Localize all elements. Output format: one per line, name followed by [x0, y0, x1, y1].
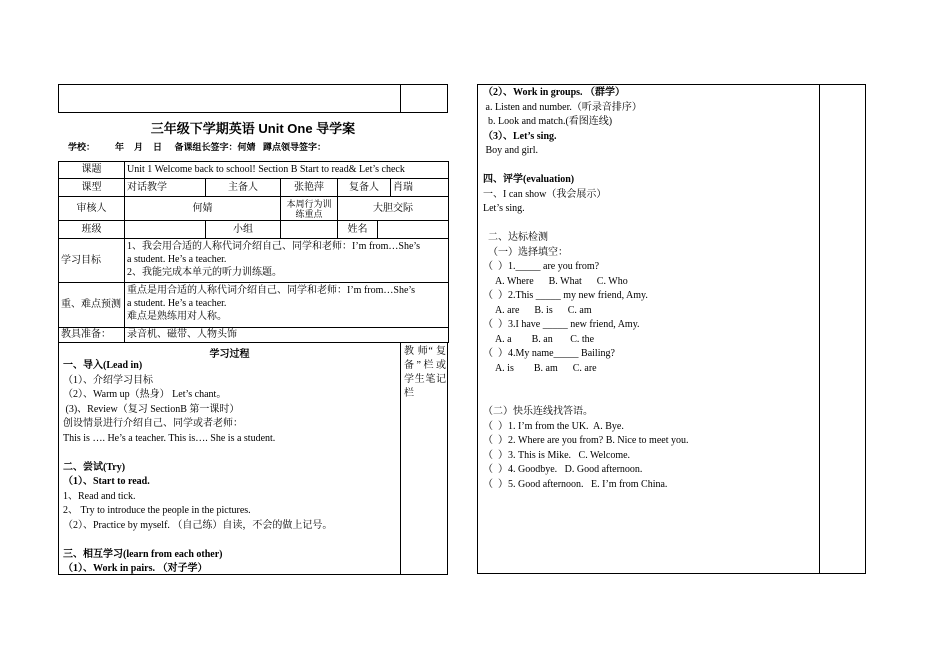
repreparer-value: 肖瑞 — [391, 179, 449, 197]
process-line: 1、Read and tick. — [63, 490, 136, 502]
process-line: （1）、介绍学习目标 — [63, 374, 153, 386]
tools-value: 录音机、磁带、人物头饰 — [125, 328, 449, 343]
process-box — [58, 343, 448, 575]
preparer-value: 张艳萍 — [281, 179, 338, 197]
topic-label: 课题 — [59, 162, 125, 179]
right-line: b. Look and match.(看图连线) — [483, 116, 613, 127]
header-blank-divider — [400, 85, 401, 112]
process-line: 二、尝试(Try) — [63, 461, 126, 473]
name-label: 姓名 — [338, 221, 378, 239]
class-label: 班级 — [59, 221, 125, 239]
meta-line: 学校： 年 月 日 备课组长签字：何婧 蹲点领导签字： — [68, 142, 327, 152]
weekly-focus-label: 本周行为训练重点 — [281, 197, 338, 221]
process-line: 一、导入(Lead in) — [63, 360, 143, 371]
goals-line-3: 2、我能完成本单元的听力训练题。 — [127, 267, 282, 278]
right-line: （ ）5. Good afternoon. E. I’m from China. — [483, 478, 668, 490]
key-line-2: a student. He’s a teacher. — [127, 298, 227, 309]
right-line: 二、达标检测 — [483, 232, 548, 243]
key-line-3: 难点是熟练用对人称。 — [127, 311, 227, 322]
key-line-1: 重点是用合适的人称代词介绍自己、同学和老师：I’m from…She’s — [127, 285, 416, 296]
goals-text — [125, 239, 449, 283]
row-key-points — [59, 283, 449, 328]
right-line: A. Where B. What C. Who — [483, 275, 628, 287]
right-line: A. a B. an C. the — [483, 333, 595, 345]
reviewer-label: 审核人 — [59, 197, 125, 221]
right-line: （二）快乐连线找答语。 — [483, 406, 593, 417]
reviewer-value: 何婧 — [125, 197, 281, 221]
right-line: （ ）3. This is Mike. C. Welcome. — [483, 449, 631, 461]
process-line: （2）、Warm up（热身） Let’s chant。 — [63, 389, 227, 400]
group-value — [281, 221, 338, 239]
process-line: （1）、Work in pairs. （对子学） — [63, 563, 208, 574]
process-line: This is …. He’s a teacher. This is…. She is a student. — [63, 432, 276, 444]
process-content — [63, 359, 399, 574]
key-points-text — [125, 283, 449, 328]
right-line: （ ）1._____ are you from? — [483, 261, 600, 272]
info-table — [58, 161, 449, 343]
name-value — [378, 221, 449, 239]
process-line: （1）、Start to read. — [63, 476, 150, 487]
topic-value: Unit 1 Welcome back to school! Section B Start to read& Let’s check — [125, 162, 449, 179]
right-line: （ ）4.My name_____ Bailing? — [483, 348, 615, 359]
goals-line-1: 1、我会用合适的人称代词介绍自己、同学和老师：I’m from…She’s — [127, 241, 421, 252]
process-line: 三、相互学习(learn from each other) — [63, 548, 223, 560]
page-title: 三年级下学期英语 Unit One 导学案 — [150, 121, 356, 136]
right-line: （2）、Work in groups. （群学） — [483, 87, 626, 98]
right-line: （ ）4. Goodbye. D. Good afternoon. — [483, 464, 643, 475]
preparer-label: 主备人 — [206, 179, 281, 197]
right-content — [483, 86, 817, 572]
right-divider — [819, 85, 820, 573]
right-line: （3）、Let’s sing. — [483, 130, 557, 142]
row-reviewer — [59, 197, 449, 221]
right-line: （ ）3.I have _____ new friend, Amy. — [483, 319, 640, 330]
group-label: 小组 — [206, 221, 281, 239]
process-line: （2）、Practice by myself. （自己练）自读，不会的做上记号。 — [63, 519, 333, 531]
right-line: 四、评学(evaluation) — [483, 174, 575, 185]
tools-label: 教具准备： — [59, 328, 125, 343]
key-points-label: 重、难点预测 — [59, 283, 125, 328]
repreparer-label: 复备人 — [338, 179, 391, 197]
process-heading: 学习过程 — [209, 349, 250, 360]
right-line: Let’s sing. — [483, 203, 525, 214]
row-type — [59, 179, 449, 197]
process-line: (3)、Review（复习 SectionB 第一课时） — [63, 403, 240, 415]
right-line: Boy and girl. — [483, 145, 538, 156]
process-line: 2、 Try to introduce the people in the pictures. — [63, 505, 251, 516]
goals-line-2: a student. He’s a teacher. — [127, 254, 227, 265]
right-line: A. are B. is C. am — [483, 304, 592, 316]
class-value — [125, 221, 206, 239]
row-class — [59, 221, 449, 239]
goals-label: 学习目标 — [59, 239, 125, 283]
side-note: 教 师“ 复备”栏或学生笔记栏 — [404, 346, 446, 399]
right-line: a. Listen and number.（听录音排序） — [483, 101, 642, 113]
process-divider — [400, 343, 401, 574]
weekly-focus-value: 大胆交际 — [338, 197, 449, 221]
right-line: （ ）1. I’m from the UK. A. Bye. — [483, 420, 624, 432]
right-page-box — [477, 84, 866, 574]
type-label: 课型 — [59, 179, 125, 197]
right-line: （ ）2. Where are you from? B. Nice to meet you. — [483, 435, 689, 446]
right-line: （ ）2.This _____ my new friend, Amy. — [483, 290, 648, 301]
right-line: 一、I can show（我会展示） — [483, 188, 607, 200]
row-tools — [59, 328, 449, 343]
right-line: （一）选择填空： — [483, 246, 568, 258]
row-goals — [59, 239, 449, 283]
right-line: A. is B. am C. are — [483, 362, 597, 374]
process-line: 创设情景进行介绍自己、同学或者老师： — [63, 418, 243, 429]
row-topic — [59, 162, 449, 179]
header-blank-box — [58, 84, 448, 113]
type-value: 对话教学 — [125, 179, 206, 197]
